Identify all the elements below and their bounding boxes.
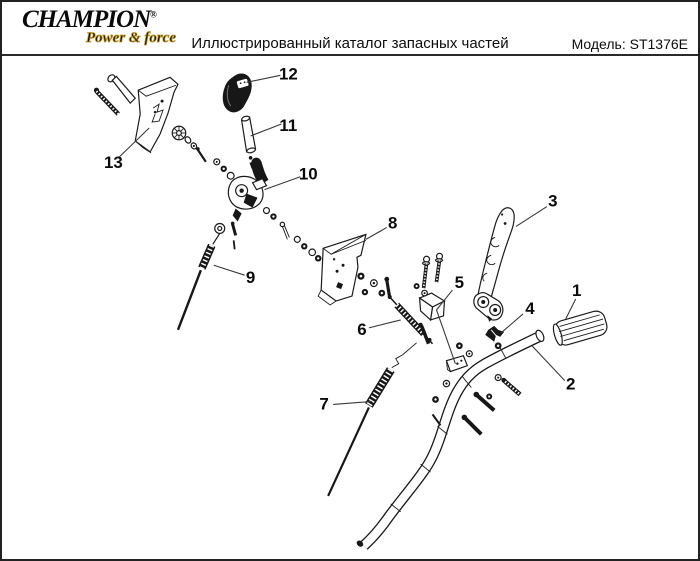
- page-title: Иллюстрированный каталог запасных частей: [191, 35, 509, 52]
- mounting-bolts-top-left: [94, 73, 135, 114]
- part-12-shift-knob: [223, 73, 252, 112]
- callout-number-7: 7: [319, 394, 329, 414]
- callout-number-13: 13: [103, 152, 123, 172]
- callout-number-6: 6: [357, 319, 367, 339]
- part-5-bracket: [420, 253, 445, 320]
- callout-leader-12: [247, 75, 281, 82]
- part-13-bracket: [135, 77, 178, 153]
- washer-chain-upper: [172, 126, 234, 179]
- part-3-selector-lever: [474, 208, 514, 322]
- exploded-diagram: [2, 54, 698, 557]
- callout-labels: [104, 64, 581, 413]
- callout-leader-9: [214, 265, 245, 275]
- callout-number-9: 9: [245, 268, 256, 288]
- callout-number-1: 1: [571, 281, 582, 301]
- model-label: Модель: ST1376E: [571, 36, 688, 52]
- callout-leader-1: [566, 299, 576, 319]
- callout-leader-11: [251, 124, 282, 136]
- callout-number-3: 3: [548, 191, 558, 211]
- part-8-bracket: [318, 234, 385, 305]
- callout-leader-6: [369, 320, 401, 328]
- callout-number-2: 2: [566, 374, 576, 394]
- callout-number-10: 10: [298, 164, 318, 184]
- brand-name: CHAMPION®: [22, 6, 157, 33]
- part-9-cable: [178, 223, 225, 329]
- callout-number-8: 8: [388, 213, 398, 233]
- callout-leader-8: [366, 227, 387, 239]
- registered-mark: ®: [150, 9, 157, 20]
- page-header: [2, 2, 698, 56]
- callout-number-4: 4: [525, 298, 535, 318]
- brand-tagline: Power & force: [86, 30, 176, 47]
- washer-chain-lower: [263, 208, 321, 262]
- callout-number-11: 11: [279, 116, 298, 136]
- callout-number-5: 5: [454, 273, 465, 293]
- part-7-cable: [328, 343, 416, 496]
- part-10-shift-mechanism: [228, 158, 268, 250]
- callout-leader-10: [264, 177, 300, 190]
- callout-leader-5: [437, 310, 456, 364]
- callout-leader-4: [501, 314, 523, 333]
- part-4-clip: [485, 326, 504, 342]
- callout-leader-2: [532, 346, 565, 381]
- part-1-grip: [551, 309, 609, 348]
- callout-leader-3: [516, 207, 547, 227]
- lower-mounting-plate: [446, 356, 467, 372]
- callout-number-12: 12: [278, 64, 298, 84]
